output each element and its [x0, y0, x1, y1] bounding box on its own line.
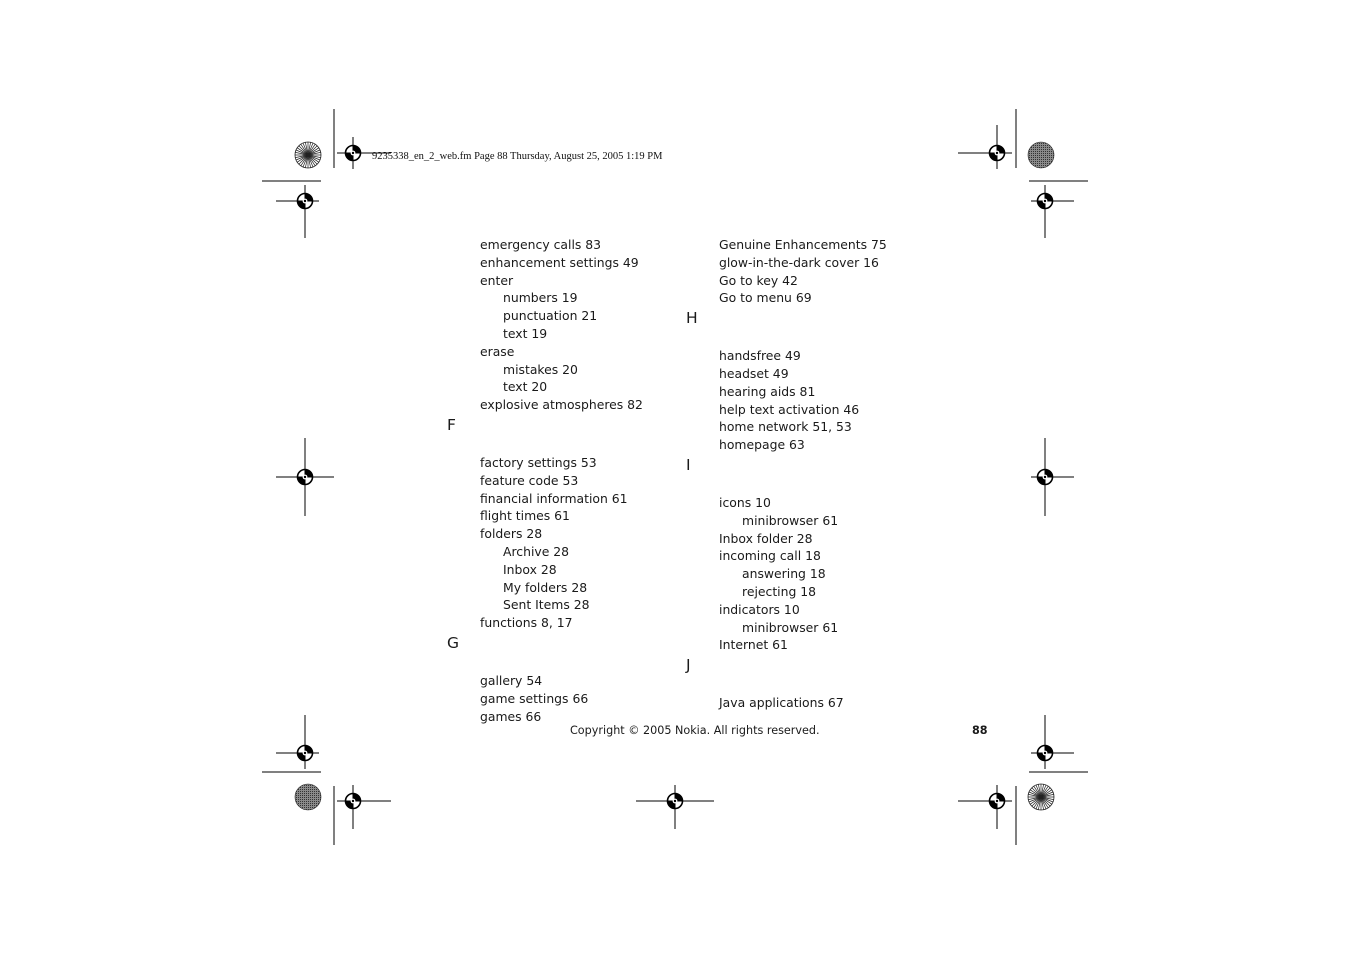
index-subentry: mistakes 20: [503, 361, 578, 377]
index-subentry: text 19: [503, 325, 548, 341]
index-entry: gallery 54: [480, 672, 543, 688]
index-entry: factory settings 53: [480, 454, 597, 470]
index-letter-gap: [686, 476, 916, 494]
index-entry: folders 28: [480, 526, 543, 542]
copyright-notice: Copyright © 2005 Nokia. All rights reserved.: [570, 724, 820, 737]
index-subentry: Sent Items 28: [503, 597, 590, 613]
index-entry: games 66: [480, 708, 542, 724]
index-subentry: answering 18: [742, 566, 826, 582]
index-entry: Inbox folder 28: [719, 530, 813, 546]
index-entry: indicators 10: [719, 601, 800, 617]
index-entry: glow-in-the-dark cover 16: [719, 254, 879, 270]
index-entry: enhancement settings 49: [480, 254, 639, 270]
index-subentry: Archive 28: [503, 543, 570, 559]
index-entry: Genuine Enhancements 75: [719, 237, 887, 252]
index-subentry: numbers 19: [503, 290, 578, 306]
index-letter-heading: J: [686, 656, 691, 675]
index-subentry: text 20: [503, 379, 548, 395]
index-entry: handsfree 49: [719, 348, 801, 364]
index-letter-gap: [447, 436, 677, 454]
index-entry: explosive atmospheres 82: [480, 397, 643, 413]
index-subentry: punctuation 21: [503, 308, 598, 324]
index-column-right: [686, 236, 916, 712]
index-entry: home network 51, 53: [719, 419, 852, 435]
index-entry: Go to key 42: [719, 272, 798, 288]
index-subentry: Inbox 28: [503, 561, 557, 577]
index-entry: financial information 61: [480, 490, 628, 506]
index-entry: help text activation 46: [719, 401, 860, 417]
index-entry: emergency calls 83: [480, 237, 602, 252]
index-entry: Internet 61: [719, 637, 788, 653]
index-entry: game settings 66: [480, 690, 589, 706]
index-entry: Java applications 67: [719, 695, 844, 711]
index-letter-gap: [686, 676, 916, 694]
index-entry: functions 8, 17: [480, 615, 573, 631]
index-subentry: minibrowser 61: [742, 619, 839, 635]
print-header: 9235338_en_2_web.fm Page 88 Thursday, August 25, 2005 1:19 PM: [372, 151, 663, 162]
index-entry: feature code 53: [480, 472, 579, 488]
index-entry: Go to menu 69: [719, 290, 812, 306]
index-subentry: rejecting 18: [742, 583, 817, 599]
index-entry: hearing aids 81: [719, 383, 816, 399]
index-entry: flight times 61: [480, 508, 570, 524]
index-letter-heading: H: [686, 309, 698, 328]
index-entry: icons 10: [719, 494, 771, 510]
index-letter-heading: I: [686, 455, 691, 474]
page-number: 88: [972, 724, 988, 737]
index-entry: erase: [480, 343, 515, 359]
index-entry: incoming call 18: [719, 548, 821, 564]
index-column-left: [447, 236, 677, 725]
index-entry: enter: [480, 272, 514, 288]
index-letter-gap: [447, 654, 677, 672]
index-letter-heading: F: [447, 415, 456, 434]
index-subentry: My folders 28: [503, 579, 588, 595]
index-entry: homepage 63: [719, 437, 805, 453]
index-letter-gap: [686, 329, 916, 347]
index-subentry: minibrowser 61: [742, 512, 839, 528]
index-letter-heading: G: [447, 633, 460, 652]
index-entry: headset 49: [719, 365, 789, 381]
